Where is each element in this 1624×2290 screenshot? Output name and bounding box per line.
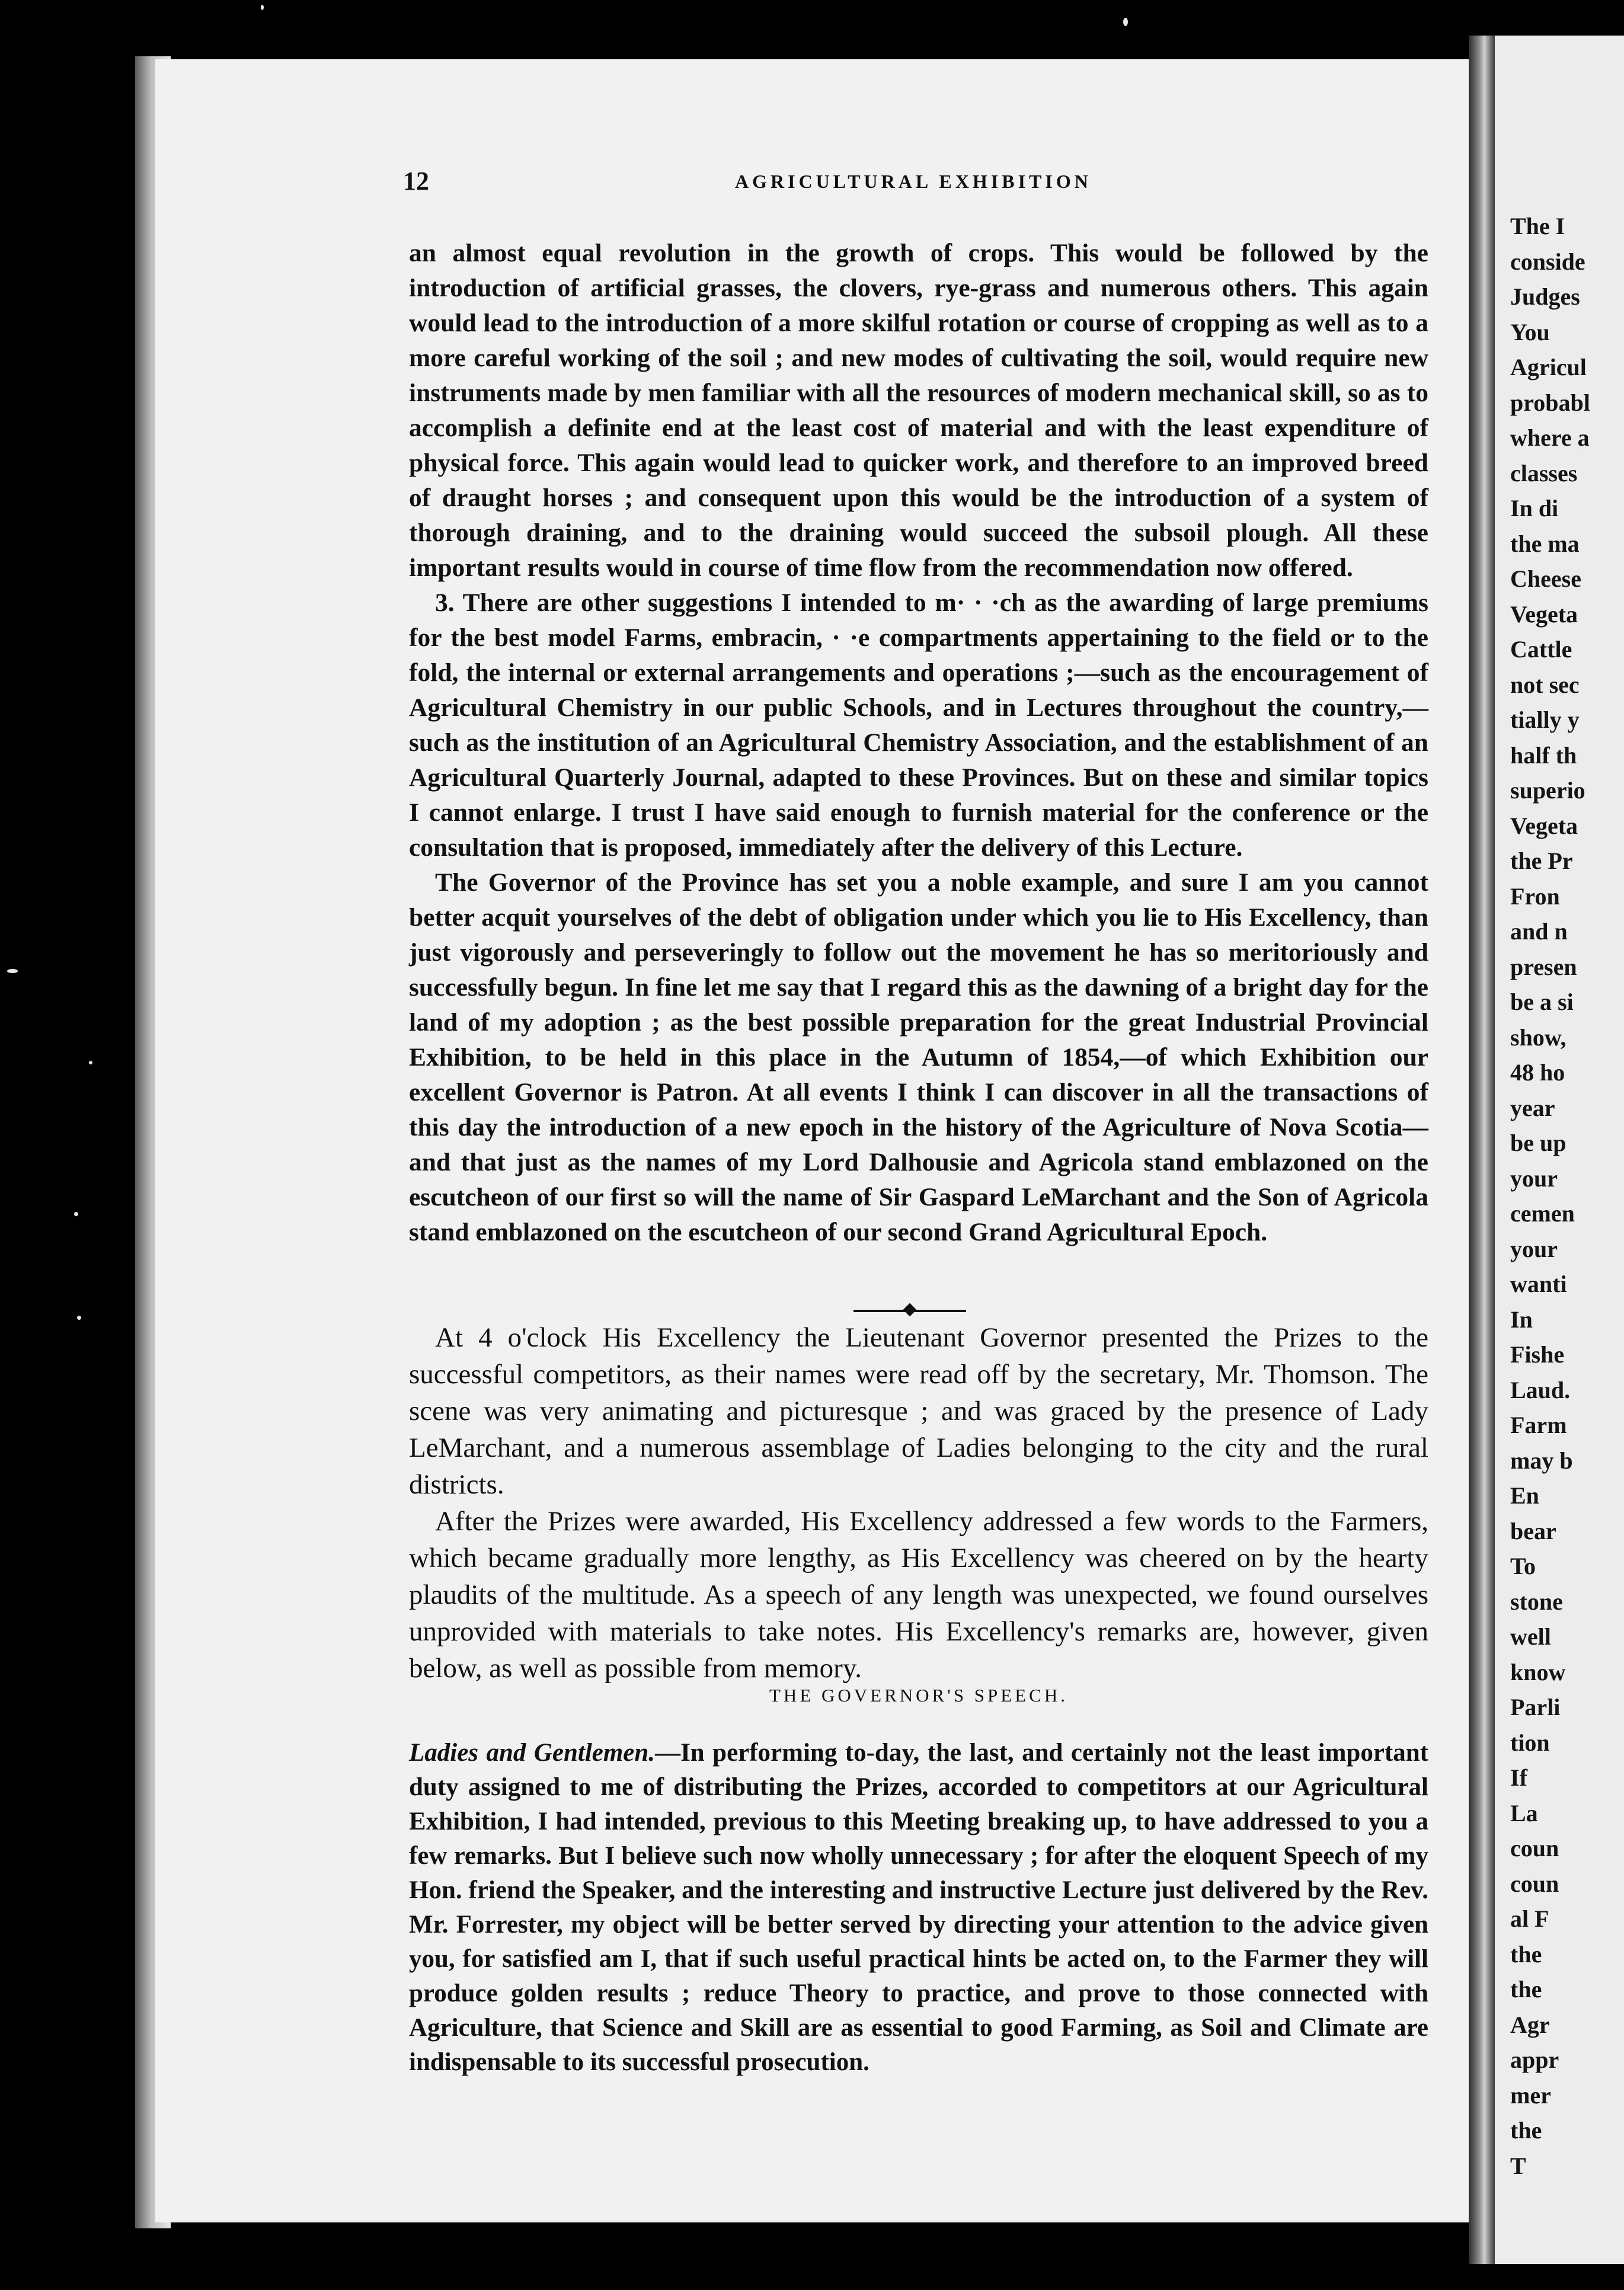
facing-page-line: Fron: [1510, 882, 1560, 910]
facing-page-line: Cheese: [1510, 565, 1581, 592]
facing-page-line: your: [1510, 1165, 1558, 1192]
facing-page-line: the Pr: [1510, 847, 1573, 874]
facing-page-line: appr: [1510, 2046, 1559, 2073]
facing-page-line: may b: [1510, 1447, 1573, 1474]
facing-page-line: wanti: [1510, 1271, 1567, 1297]
facing-page-line: half th: [1510, 741, 1577, 769]
facing-page-line: the: [1510, 1940, 1542, 1968]
lecture-paragraph: an almost equal revolution in the growth of crops. This would be followed by the introduction of artificial grasses, the clovers, rye-grass and numerous others. This again would lead to the introduction of a more skilful rotation or course of cropping as well as to a more careful working of the soil ; and new modes of cultivating the soil, would require new instruments made by men familiar with all the resources of modern mechanical skill, so as to accomplish a definite end at the least cost of material and with the least expenditure of physical force. This again would lead to quicker work, and therefore to an improved breed of draught horses ; and consequent upon this would be the introduction of a system of thorough draining, and to the draining would succeed the subsoil plough. All these important results would in course of time flow from the recommendation now offered.: [409, 239, 1428, 582]
facing-page-line: coun: [1510, 1835, 1559, 1862]
speech-paragraph: [409, 1736, 1428, 2080]
facing-page-line: Fishe: [1510, 1341, 1565, 1368]
facing-page-line: year: [1510, 1094, 1555, 1121]
report-paragraph: After the Prizes were awarded, His Excellency addressed a few words to the Farmers, which became gradually more lengthy, as His Excellency was cheered on by the hearty plaudits of the multitude. As a speech of any length was unexpected, we found ourselves unprovided with materials to take notes. His Excellency's remarks are, however, given below, as well as possible from memory.: [409, 1506, 1428, 1684]
facing-page-line: conside: [1510, 248, 1585, 275]
facing-page-line: Farm: [1510, 1412, 1567, 1438]
facing-page-line: the ma: [1510, 530, 1580, 557]
facing-page-line: In di: [1510, 495, 1559, 522]
facing-page-line: In: [1510, 1306, 1533, 1333]
facing-page-line: show,: [1510, 1024, 1567, 1051]
speech-text: [409, 1710, 1428, 2105]
facing-page-line: To: [1510, 1553, 1536, 1579]
facing-page-line: where a: [1510, 424, 1590, 451]
facing-page-line: You: [1510, 318, 1550, 346]
report-text: [409, 1319, 1428, 1687]
speech-salutation: Ladies and Gentlemen.: [409, 1739, 656, 1767]
facing-page-line: Agr: [1510, 2011, 1550, 2038]
facing-page-line: not sec: [1510, 671, 1580, 698]
report-paragraph: At 4 o'clock His Excellency the Lieutenant Governor presented the Prizes to the successful competitors, as their names were read off by the secretary, Mr. Thomson. The scene was very animating and picturesque ; and was graced by the presence of Lady LeMarchant, and a numerous assemblage of Ladies belonging to the city and the rural districts.: [409, 1322, 1428, 1500]
facing-page-line: be a si: [1510, 989, 1574, 1015]
facing-page-line: presen: [1510, 953, 1577, 980]
facing-page-line: La: [1510, 1799, 1538, 1827]
facing-page-line: stone: [1510, 1588, 1563, 1615]
facing-page-line: probabl: [1510, 389, 1590, 416]
facing-page-line: Agricul: [1510, 354, 1587, 380]
facing-page-line: Cattle: [1510, 636, 1572, 663]
facing-page-line: and n: [1510, 918, 1568, 945]
facing-page-line: tion: [1510, 1729, 1550, 1756]
facing-page-line: your: [1510, 1235, 1558, 1262]
facing-page-line: know: [1510, 1658, 1566, 1685]
facing-page-line: coun: [1510, 1870, 1559, 1897]
facing-page-line: superio: [1510, 777, 1585, 804]
speech-heading: THE GOVERNOR'S SPEECH.: [769, 1685, 1068, 1706]
lecture-paragraph: 3. There are other suggestions I intended to m· · ·ch as the awarding of large premiums for the best model Farms, embracin, · ·e compartments appertaining to the field or to the fold, the internal or external arrangements and operations ;—such as the encouragement of Agricultural Chemistry in our public Schools, and in Lectures throughout the country,—such as the institution of an Agricultural Chemistry Association, and the establishment of an Agricultural Quarterly Journal, adapted to these Provinces. But on these and similar topics I cannot enlarge. I trust I have said enough to furnish material for the conference or the consultation that is proposed, immediately after the delivery of this Lecture.: [409, 589, 1428, 862]
running-title: AGRICULTURAL EXHIBITION: [735, 171, 1092, 192]
facing-page-line: the: [1510, 2117, 1542, 2144]
facing-page-line: Judges: [1510, 283, 1580, 310]
facing-page-line: al F: [1510, 1905, 1549, 1932]
facing-page-line: bear: [1510, 1517, 1556, 1544]
lecture-paragraph: The Governor of the Province has set you a noble example, and sure I am you cannot better acquit yourselves of the debt of obligation under which you lie to His Excellency, than just vigorously and perseveringly to follow out the movement he has so meritoriously and successfully begun. In fine let me say that I regard this as the dawning of a bright day for the land of my adoption ; as the best possible preparation for the great Industrial Provincial Exhibition, to be held in this place in the Autumn of 1854,—of which Exhibition our excellent Governor is Patron. At all events I think I can discover in all the transactions of this day the introduction of a new epoch in the history of the Agriculture of Nova Scotia—and that just as the names of my Lord Dalhousie and Agricola stand emblazoned on the escutcheon of our first so will the name of Sir Gaspard LeMarchant and the Son of Agricola stand emblazoned on the escutcheon of our second Grand Agricultural Epoch.: [409, 868, 1428, 1246]
facing-page-line: cemen: [1510, 1200, 1575, 1227]
facing-page-line: well: [1510, 1623, 1551, 1650]
lecture-text: [409, 236, 1428, 1250]
facing-page-line: T: [1510, 2152, 1526, 2179]
facing-page-line: The I: [1510, 213, 1565, 239]
facing-page-line: be up: [1510, 1130, 1567, 1156]
facing-page: [1495, 36, 1624, 2264]
page-number: 12: [403, 167, 429, 196]
facing-page-line: En: [1510, 1482, 1539, 1509]
facing-page-line: Parli: [1510, 1694, 1561, 1720]
page-header: [403, 166, 1411, 207]
facing-page-line: tially y: [1510, 706, 1580, 733]
speech-body: —In performing to-day, the last, and certainly not the least important duty assigned to me of distributing the Prizes, accorded to competitors at our Agricultural Exhibition, I had intended, previous to this Meeting breaking up, to have addressed to you a few remarks. But I believe such now wholly unnecessary ; for after the eloquent Speech of my Hon. friend the Speaker, and the interesting and instructive Lecture just delivered by the Rev. Mr. Forrester, my object will be better served by directing your attention to the advice given you, for satisfied am I, that if such useful practical hints be acted on, to the Farmer they will produce golden results ; reduce Theory to practice, and prove to those connected with Agriculture, that Science and Skill are as essential to good Farming, as Soil and Climate are indispensable to its successful prosecution.: [409, 1739, 1428, 2076]
facing-page-line: Laud.: [1510, 1376, 1571, 1403]
facing-page-line: Vegeta: [1510, 600, 1578, 628]
facing-page-line: 48 ho: [1510, 1059, 1565, 1086]
facing-page-line: classes: [1510, 459, 1578, 487]
book-gutter: [1469, 36, 1495, 2264]
facing-page-line: mer: [1510, 2081, 1551, 2109]
facing-page-line: Vegeta: [1510, 812, 1578, 839]
facing-page-line: If: [1510, 1764, 1527, 1791]
facing-page-line: the: [1510, 1976, 1542, 2003]
